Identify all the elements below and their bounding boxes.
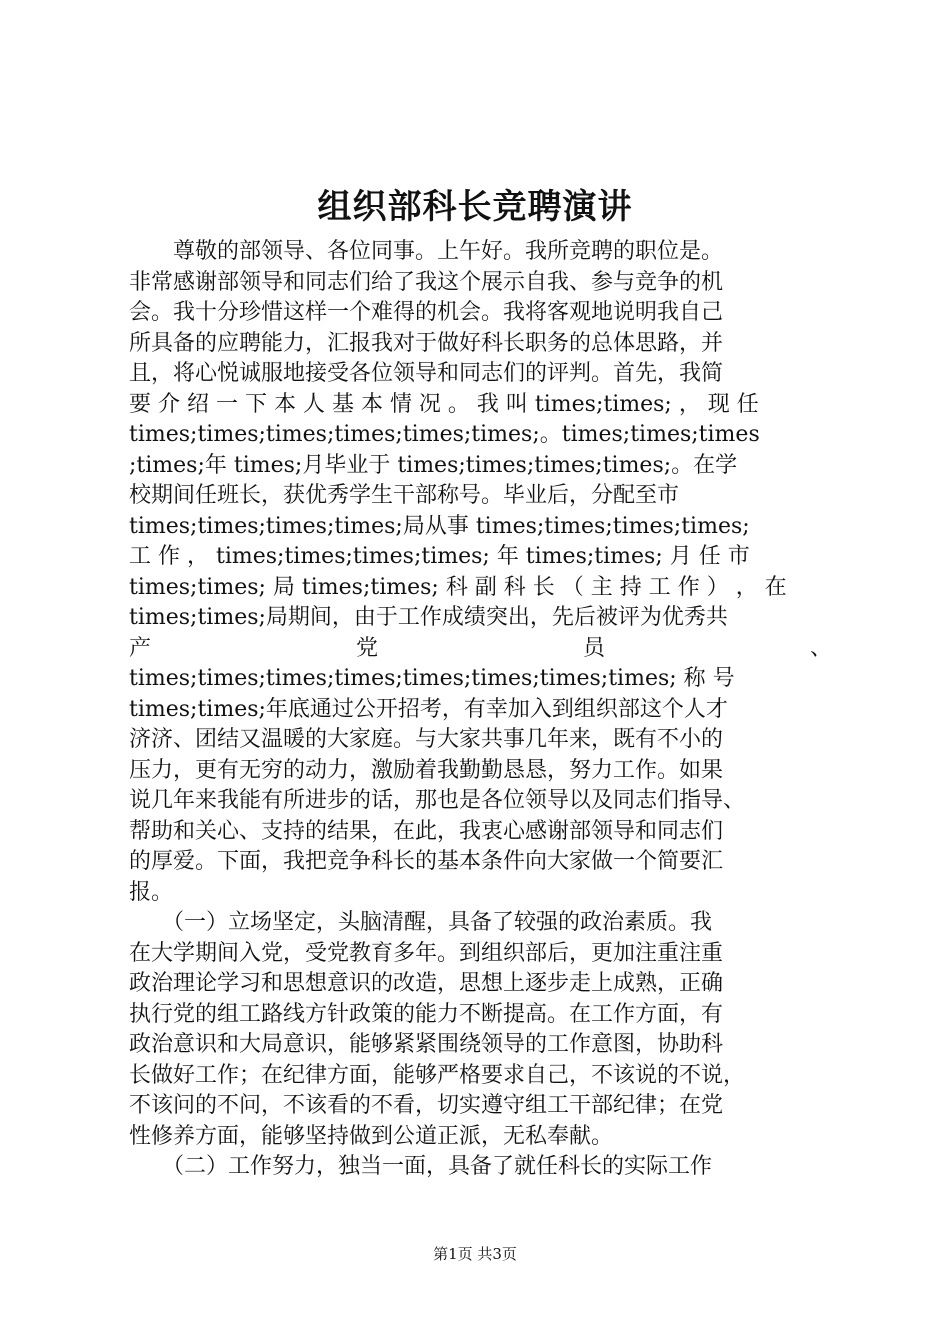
body-line: times;times;times;times;times;times;times;times; 称 号 [129,666,735,691]
body-line: 执行党的组工路线方针政策的能力不断提高。在工作方面，有 [129,1001,724,1027]
body-line: 说几年来我能有所进步的话，那也是各位领导以及同志们指导、 [129,788,746,813]
body-line: 校期间任班长，获优秀学生干部称号。毕业后，分配至市 [129,483,680,508]
document-body [129,237,832,1183]
body-line-word: 、 [809,635,832,661]
body-line: 不该问的不问，不该看的不看，切实遵守组工干部纪律；在党 [129,1093,724,1118]
body-line: 非常感谢部领导和同志们给了我这个展示自我、参与竞争的机 [129,269,724,295]
body-line-word: 党 [355,635,378,661]
body-line: times;times;times;times;times;times;。times;times;times [129,422,760,447]
body-line: times;times;年底通过公开招考，有幸加入到组织部这个人才 [129,696,728,722]
body-line: 所具备的应聘能力，汇报我对于做好科长职务的总体思路，并 [129,330,724,356]
document-title: 组织部科长竞聘演讲 [317,187,633,227]
body-line: 会。我十分珍惜这样一个难得的机会。我将客观地说明我自己 [129,300,724,325]
body-line: 济济、团结又温暖的大家庭。与大家共事几年来，既有不小的 [129,727,724,752]
body-line-justified [129,634,832,665]
body-line: 尊敬的部领导、各位同事。上午好。我所竞聘的职位是。 [129,239,724,264]
body-line: 且，将心悦诚服地接受各位领导和同志们的评判。首先，我简 [129,361,724,386]
body-line: 政治意识和大局意识，能够紧紧围绕领导的工作意图，协助科 [129,1032,724,1057]
page-footer: 第1页 共3页 [433,1245,517,1263]
body-line: 长做好工作；在纪律方面，能够严格要求自己，不该说的不说， [129,1062,746,1088]
body-line: 在大学期间入党，受党教育多年。到组织部后，更加注重注重 [129,940,724,966]
body-line: times;times;局期间，由于工作成绩突出，先后被评为优秀共 [129,605,728,630]
body-line: 报。 [129,879,174,905]
body-line: 要 介 绍 一 下 本 人 基 本 情 况 。 我 叫 times;times; ， 现 任 [129,391,759,417]
body-line: 政治理论学习和思想意识的改造，思想上逐步走上成熟，正确 [129,971,724,996]
body-line: 压力，更有无穷的动力，激励着我勤勤恳恳，努力工作。如果 [129,757,724,783]
body-line: （二）工作努力，独当一面，具备了就任科长的实际工作 [129,1154,713,1179]
body-line: times;times; 局 times;times; 科 副 科 长 （ 主 持 工 作 ） ， 在 [129,574,787,600]
body-line: 工 作 ， times;times;times;times; 年 times;times; 月 任 市 [129,544,750,569]
body-line: times;times;times;times;局从事 times;times;times;times; [129,513,750,539]
body-line: ;times;年 times;月毕业于 times;times;times;times;。在学 [129,452,738,478]
body-line: 性修养方面，能够坚持做到公道正派，无私奉献。 [129,1123,614,1149]
body-line: 的厚爱。下面，我把竞争科长的基本条件向大家做一个简要汇 [129,849,724,874]
body-line: 帮助和关心、支持的结果，在此，我衷心感谢部领导和同志们 [129,818,724,844]
body-line: （一）立场坚定，头脑清醒，具备了较强的政治素质。我 [129,910,713,935]
body-line-word: 产 [129,635,152,661]
body-line-word: 员 [582,635,605,661]
